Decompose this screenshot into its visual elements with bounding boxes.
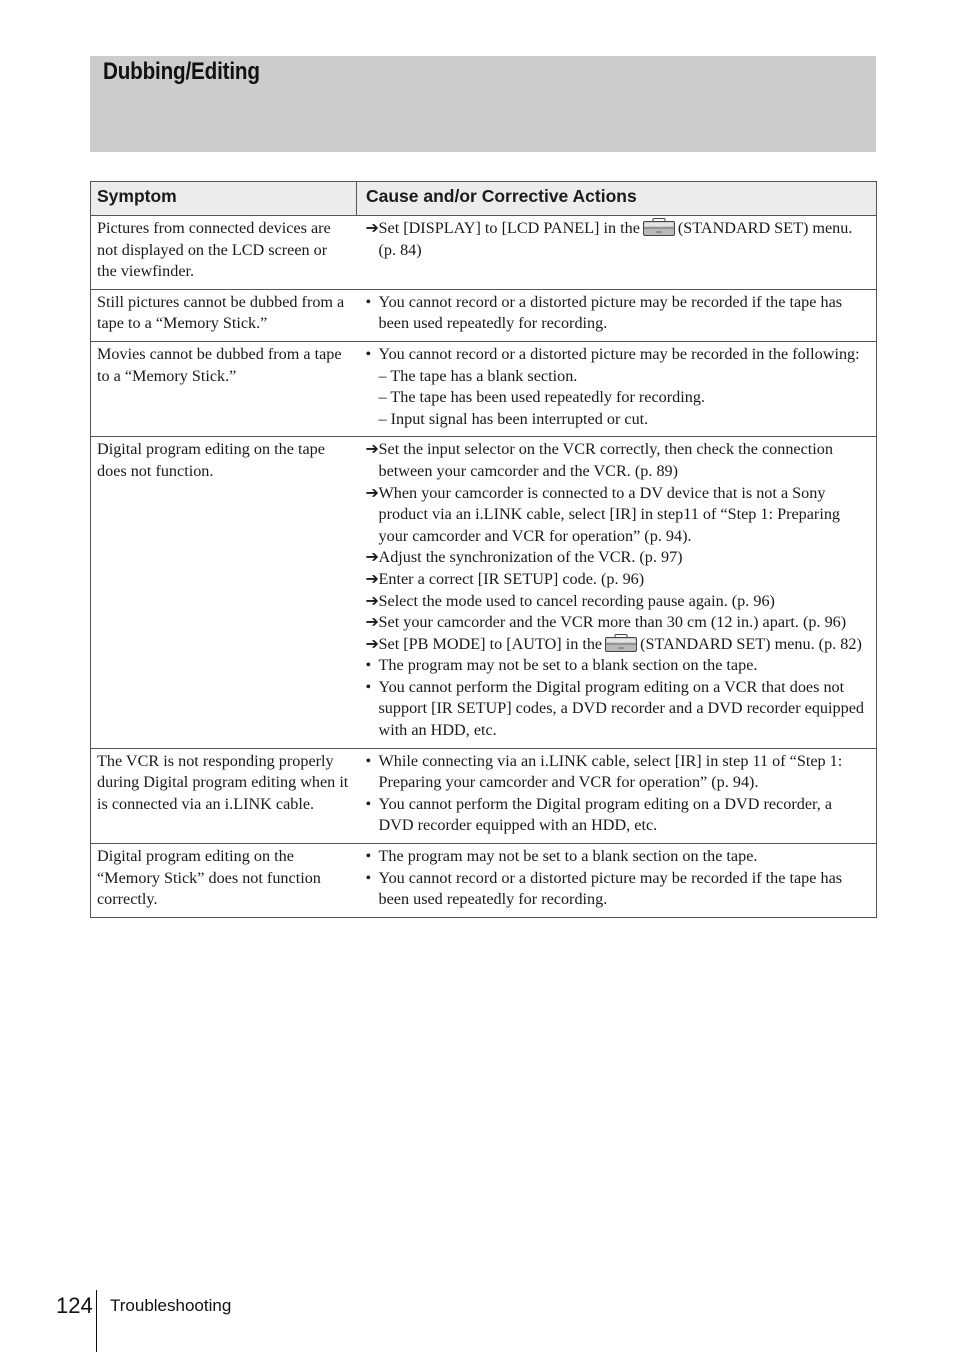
cause-item: [366, 794, 869, 837]
cause-text: You cannot record or a distorted picture may be recorded if the tape has been used repeatedly for recording.: [378, 292, 843, 333]
cause-text: You cannot record or a distorted picture may be recorded in the following:: [378, 344, 860, 363]
bullet-marker: •: [365, 344, 372, 363]
cause-cell: [357, 437, 877, 748]
cause-text: You cannot record or a distorted picture may be recorded if the tape has been used repeatedly for recording.: [378, 868, 843, 909]
arrow-icon: ➔: [365, 634, 380, 653]
cause-item: [366, 846, 869, 868]
table-row: [91, 216, 877, 290]
cause-item: [366, 751, 869, 794]
cause-text: Set your camcorder and the VCR more than 30 cm (12 in.) apart. (p. 96): [378, 613, 847, 632]
arrow-icon: ➔: [365, 569, 380, 588]
cause-item: [366, 634, 869, 656]
bullet-marker: •: [365, 794, 372, 813]
cause-text: Set the input selector on the VCR correctly, then check the connection between your camcorder and the VCR. (p. 89): [378, 440, 833, 480]
table-row: [91, 289, 877, 341]
cause-text: (STANDARD SET) menu. (p. 82): [640, 634, 862, 653]
arrow-icon: ➔: [365, 483, 380, 502]
arrow-icon: ➔: [365, 219, 380, 237]
cause-item: [366, 655, 869, 677]
cause-item: [366, 612, 869, 634]
symptom-cell: Digital program editing on the tape does not function.: [91, 437, 357, 748]
toolbox-icon: [643, 218, 675, 236]
cause-text: (STANDARD SET) menu. (p. 84): [378, 219, 853, 259]
cause-item: [366, 344, 869, 366]
bullet-marker: •: [365, 751, 372, 770]
cause-cell: [357, 341, 877, 436]
symptom-cell: Movies cannot be dubbed from a tape to a “Memory Stick.”: [91, 341, 357, 436]
cause-item: [366, 387, 869, 409]
cause-text: When your camcorder is connected to a DV device that is not a Sony product via an i.LINK cable, select [IR] in step11 of “Step 1: Preparing your camcorder and VCR for operation” (p. 94).: [378, 483, 841, 545]
cause-item: [366, 218, 869, 261]
table-row: [91, 341, 877, 436]
section-title: Dubbing/Editing: [103, 58, 260, 85]
symptom-cell: Pictures from connected devices are not displayed on the LCD screen or the viewfinder.: [91, 216, 357, 290]
cause-text: The program may not be set to a blank section on the tape.: [378, 847, 758, 866]
cause-cell: [357, 289, 877, 341]
cause-cell: [357, 748, 877, 843]
arrow-icon: ➔: [365, 548, 380, 567]
cause-text: The program may not be set to a blank section on the tape.: [378, 656, 758, 675]
bullet-marker: •: [365, 292, 372, 311]
footer-section-label: Troubleshooting: [110, 1296, 232, 1315]
header-symptom: Symptom: [91, 182, 357, 216]
page-number: 124: [56, 1293, 93, 1318]
cause-text: Adjust the synchronization of the VCR. (p. 97): [378, 548, 683, 567]
bullet-marker: •: [365, 677, 372, 696]
footer-divider: [96, 1290, 97, 1352]
cause-cell: [357, 216, 877, 290]
cause-item: [366, 366, 869, 388]
cause-item: [366, 569, 869, 591]
symptom-cell: The VCR is not responding properly during Digital program editing when it is connected via an i.LINK cable.: [91, 748, 357, 843]
troubleshooting-table: [90, 181, 877, 918]
cause-item: [366, 547, 869, 569]
bullet-marker: •: [365, 868, 372, 887]
cause-text: – The tape has been used repeatedly for recording.: [378, 388, 705, 407]
cause-item: [366, 292, 869, 335]
bullet-marker: •: [365, 656, 372, 675]
cause-text: – Input signal has been interrupted or cut.: [378, 409, 649, 428]
header-cause: Cause and/or Corrective Actions: [357, 182, 877, 216]
cause-item: [366, 409, 869, 431]
cause-text: While connecting via an i.LINK cable, select [IR] in step 11 of “Step 1: Preparing your camcorder and VCR for operation” (p. 94).: [378, 751, 843, 792]
cause-text: Select the mode used to cancel recording pause again. (p. 96): [378, 591, 775, 610]
cause-text: You cannot perform the Digital program editing on a DVD recorder, a DVD recorder equipped with an HDD, etc.: [378, 794, 833, 835]
cause-text: You cannot perform the Digital program editing on a VCR that does not support [IR SETUP] codes, a DVD recorder and a DVD recorder equipped with an HDD, etc.: [378, 677, 864, 740]
cause-item: [366, 439, 869, 482]
cause-cell: [357, 844, 877, 918]
toolbox-icon: [605, 634, 637, 652]
table-header-row: [91, 182, 877, 216]
cause-item: [366, 483, 869, 548]
symptom-cell: Digital program editing on the “Memory Stick” does not function correctly.: [91, 844, 357, 918]
table-row: [91, 748, 877, 843]
cause-text: Set [PB MODE] to [AUTO] in the: [378, 634, 603, 653]
arrow-icon: ➔: [365, 591, 380, 610]
table-row: [91, 844, 877, 918]
arrow-icon: ➔: [365, 613, 380, 632]
cause-text: – The tape has a blank section.: [378, 366, 578, 385]
section-banner: [90, 56, 876, 152]
cause-text: Enter a correct [IR SETUP] code. (p. 96): [378, 569, 645, 588]
symptom-cell: Still pictures cannot be dubbed from a tape to a “Memory Stick.”: [91, 289, 357, 341]
cause-item: [366, 677, 869, 742]
cause-item: [366, 868, 869, 911]
cause-text: Set [DISPLAY] to [LCD PANEL] in the: [378, 219, 640, 237]
bullet-marker: •: [365, 847, 372, 866]
arrow-icon: ➔: [365, 440, 380, 459]
cause-item: [366, 591, 869, 613]
table-row: [91, 437, 877, 748]
